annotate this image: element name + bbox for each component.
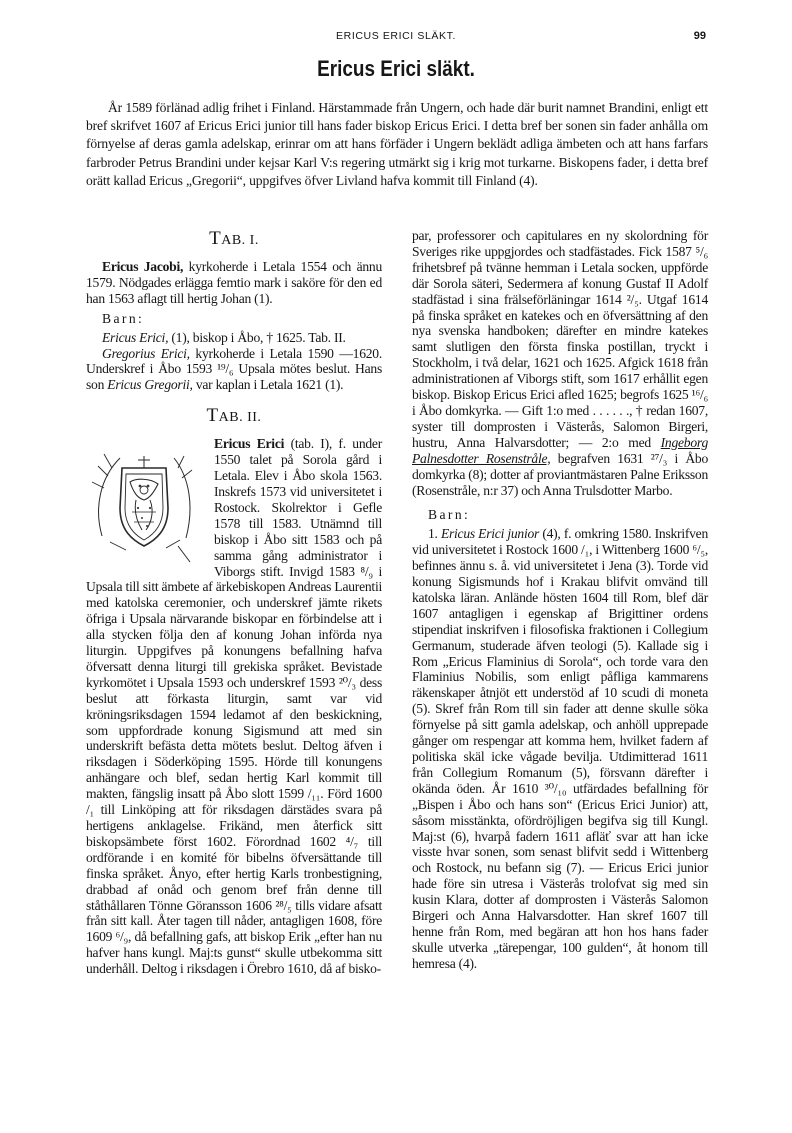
tab-1-entry bbox=[86, 259, 382, 307]
tab-1-child-1-name: Ericus Erici, bbox=[102, 329, 169, 345]
tab-2-children-label: Barn: bbox=[428, 507, 471, 523]
tab-1-children-label: Barn: bbox=[102, 310, 145, 326]
left-column bbox=[86, 228, 382, 977]
tab-1-heading bbox=[86, 228, 382, 252]
tab-1-heading-rest: AB. I. bbox=[221, 233, 259, 248]
tab-1-heading-initial: T bbox=[209, 228, 222, 249]
tab-2-child-1-name: Ericus Erici junior bbox=[440, 526, 540, 542]
right-column bbox=[412, 228, 708, 972]
tab-2-continuation-text: par, professorer och capitulares en ny skolordning för Sveriges rike uppgjordes och stadfästades. Fick 1587 ⁵/₆ frihetsbref på tvänne hemman i Letala socken, uppförde där Sorola säteri, Sedermera af konung Gustaf II Adolf stadfästad i sina frälseförläningar 1614 ²/₅. Utgaf 1614 på finska språket en katekes och en öfversättning af den nya svenska handboken; därefter en mindre katekes samt slutligen den första finska postillan, tryckt i Stockholm, i två delar, 1621 och 1625. Afgick 1618 från administrationen af Viborgs stift, som 1617 erhållit egen biskop. Biskop Ericus Erici afled 1625; begrofs 1625 ¹⁶/₆ i Åbo domkyrka. — Gift 1:o med . . . . . ., † redan 1607, syster till domprosten i Västerås, Salomon Birgeri, hustru, Anna Halvarsdotter; — 2:o med bbox=[412, 228, 708, 450]
coat-of-arms-seal bbox=[80, 438, 208, 568]
tab-1-child-2 bbox=[86, 346, 382, 394]
tab-2-heading-initial: T bbox=[206, 405, 219, 427]
tab-2-continuation bbox=[412, 228, 708, 498]
tab-2-person-name: Ericus Erici bbox=[214, 436, 285, 452]
tab-2-continuation-end: begrafven 1631 ²⁷/₃ i Åbo domkyrka (8); dotter af proviantmästaren Palne Eriksson (Rosenstråle, n:r 37) och Anna Trulsdotter Marbo. bbox=[412, 450, 709, 498]
intro-paragraph: År 1589 förlänad adlig frihet i Finland. Härstammade från Ungern, och hade där burit namnet Brandini, enligt ett bref skrifvet 1607 af Ericus Erici junior till hans fader biskop Ericus Erici. I detta bref ber sonen sin fader anhålla om förnyelse af deras gamla adelskap, erinrar om att hans förfäder i Ungern beklädt adliga ämbeten och att hans farfars farbroder Petrus Brandini under kejsar Karl V:s regering utmärkt sig i krig mot turkarne. Biskopens fader, i detta bref orätt kallad Ericus „Gregorii“, uppgifves öfver Livland hafva kommit till Finland (4). bbox=[86, 100, 708, 188]
spacer bbox=[86, 393, 382, 405]
tab-2-child-1-number: 1. bbox=[428, 526, 441, 542]
tab-2-heading-rest: AB. II. bbox=[218, 410, 262, 426]
tab-1-child-1-text: (1), biskop i Åbo, † 1625. Tab. II. bbox=[168, 329, 346, 345]
tab-2-child-1 bbox=[412, 526, 708, 971]
tab-2-heading bbox=[86, 405, 382, 429]
tab-1-child-2-end: var kaplan i Letala 1621 (1). bbox=[192, 377, 344, 393]
page-title: Ericus Erici släkt. bbox=[317, 56, 475, 81]
tab-1-person-name: Ericus Jacobi, bbox=[102, 259, 184, 274]
seal-icon bbox=[80, 438, 208, 568]
second-wife-name: Ingeborg Palnesdotter Rosenstråle, bbox=[412, 434, 708, 466]
tab-1-child-2-text: kyrkoherde i Letala 1590 —1620. Underskref i Åbo 1593 ¹⁹/₆ Upsala mötes beslut. Hans son bbox=[86, 345, 382, 393]
page-number: 99 bbox=[693, 30, 706, 42]
tab-2-child-1-text: (4), f. omkring 1580. Inskrifven vid universitetet i Rostock 1600 /₁, i Wittenberg 1600 ⁶/₅, befinnes ännu s. å. vid universitetet i Jena (3). Torde vid konung Sigismunds hof i Krakau blifvit omvänd till katolska läran. Anlände hösten 1604 till Rom, blef där 1607 antagligen i egenskap af Brigittiner ordens stipendiat inskrifven i filosofiska fraktionen i Collegium Germanum, studerade äfven teologi (5). Kallade sig i Rom „Ericus Flaminius di Sorola“, och torde vara den Flaminius Nobilis, som enligt påfliga kammarens räkenskaper åtnjöt ett understöd af 10 scudi di moneta (5). Skref från Rom till sin fader att denne skulle söka förnyelse på sitt gamla adelskap, och anhöll upprepade gånger om respengar att komma hem, hvilket fadern af politiska skäl icke vågade bevilja. Utdimitterad 1611 från Collegium Romanum (5), försvann därefter i okända öden. År 1610 ³⁰/₁₀ utfärdades befallning för „Bispen i Åbo och hans son“ (Ericus Erici Junior) att, såsom misstänkta, ofördröjligen begifva sig till Kungl. Maj:st (6), hvarpå fadern 1611 afläť svar att han icke visste hvar sonen, som senast blifvit sedd i Wittenberg och Rostock, nu befann sig (7). — Ericus Erici junior hade före sin utresa i Västerås trolofvat sig med sin kusin Klara, dotter af domprosten i Västerås Salomon Birgeri och Anna Halvarsdotter. Han skref 1607 till henne från Rom, med begäran att hon hos hans fader skulle utverka „tärepengar, 100 gulden“, åt honom till hemresa (4). bbox=[412, 526, 708, 971]
tab-2-person-text: (tab. I), f. under 1550 talet på Sorola gård i Letala. Elev i Åbo skola 1563. Inskrefs 1573 vid universitetet i Rostock. Skolrektor i Gefle 1578 till 1583. Utnämnd till biskop i Åbo sitt 1583 och på samma gång administrator i Viborgs stift. Invigd 1583 ⁸/₉ i Upsala till sitt ämbete af ärkebiskopen Andreas Laurentii med katolska ceremonier, och underskref jämte rikets öfriga i Upsala närvarande biskopar en förbindelse att i alla stycken följa den af konung Johan införda nya liturgin. Uppgifves på konungens befallning hafva öfversatt denna liturgi till grekiska språket. Bevistade kyrkomötet i Upsala 1593 och underskref 1593 ²⁰/₃ dess beslut att förkasta liturgin, samt var vid kröningsriksdagen 1594 ledamot af den beskickning, som uppfordrade konung Sigismund att med sin underskrift befästa detta mötets beslut. Deltog äfven i riksdagen i Söderköping 1595. Hörde till konungens anhängare och blef, sedan hertig Karl kommit till makten, fängslig insatt på Åbo slott 1599 /₁₁. Förd 1600 /₁ till Linköping att för riksdagen därstädes svara på hertigens anklagelse. Frikänd, men återfick sitt biskopsämbete först 1602. Förordnad 1602 ⁴/₇ till ordförande i en komité för bibelns öfversättande till finska språket. Ånyo, efter hertig Karls tronbestigning, drabbad af onåd och genom bref från denne till ståthållaren Tönne Göransson 1606 ²⁸/₅ tills vidare afsatt från sitt kall. Åter tagen till nåder, antagligen 1608, före 1609 ⁶/₉, då befallning gafs, att biskop Erik „efter han nu hafver hans kungl. Maj:ts gunst“ skulle utbekomma sitt underhåll. Deltog i riksdagen i Örebro 1610, då af bisko- bbox=[86, 436, 382, 977]
tab-1-child-1 bbox=[86, 330, 382, 346]
running-header: ERICUS ERICI SLÄKT. bbox=[336, 30, 456, 42]
tab-1-child-2-name: Gregorius Erici, bbox=[102, 345, 190, 361]
tab-1-child-2-son: Ericus Gregorii, bbox=[107, 377, 193, 393]
tab-1-person-text: kyrkoherde i Letala 1554 och ännu 1579. Nödgades erlägga femtio mark i saköre för den ed han 1563 aflagt till hertig Johan (1). bbox=[86, 259, 382, 306]
